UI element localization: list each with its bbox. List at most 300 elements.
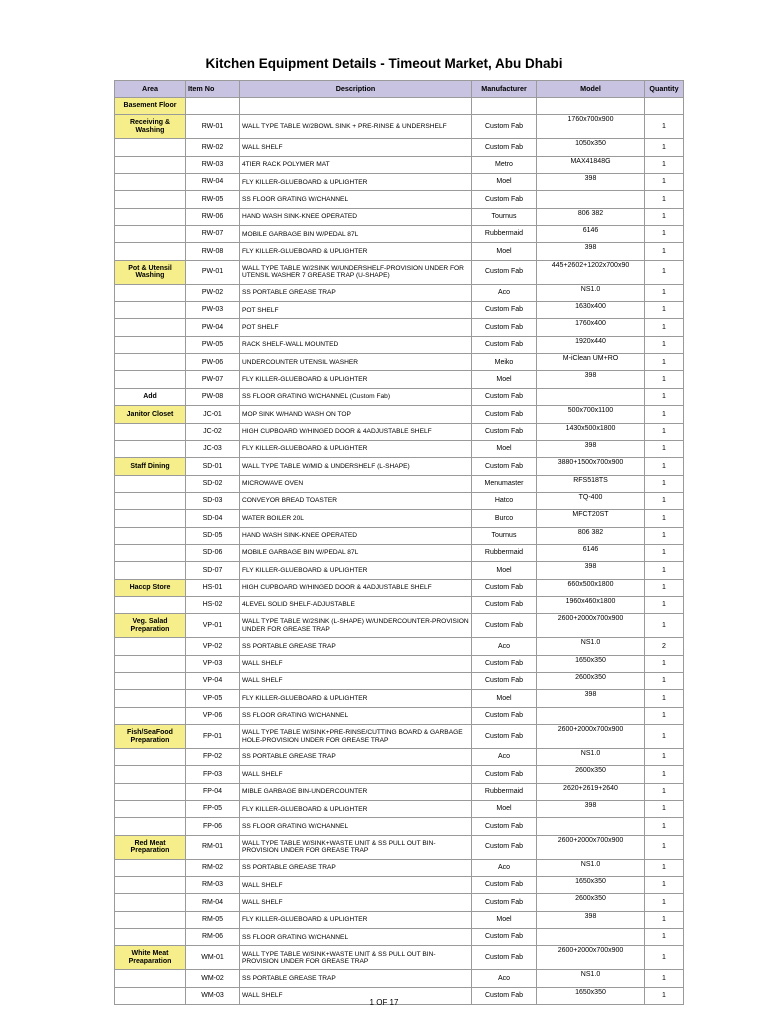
- row-manufacturer: Tournus: [472, 527, 537, 544]
- row-item-no: PW-03: [186, 302, 240, 319]
- table-row: [115, 929, 684, 946]
- row-item-no: FP-02: [186, 749, 240, 766]
- row-description: SS FLOOR GRATING W/CHANNEL: [240, 707, 472, 724]
- row-model: 398: [537, 801, 645, 818]
- row-model: 398: [537, 440, 645, 457]
- row-manufacturer: Aco: [472, 970, 537, 987]
- row-item-no: SD-07: [186, 562, 240, 579]
- row-quantity: 1: [645, 818, 684, 835]
- row-model: 398: [537, 371, 645, 388]
- row-model: 1920x440: [537, 336, 645, 353]
- row-description: WALL TYPE TABLE W/SINK+WASTE UNIT & SS PULL OUT BIN-PROVISION UNDER FOR GREASE TRAP: [240, 946, 472, 970]
- row-description: WALL TYPE TABLE W/2SINK (L-SHAPE) W/UNDERCOUNTER-PROVISION UNDER FOR GREASE TRAP: [240, 614, 472, 638]
- row-area: [115, 354, 186, 371]
- row-item-no: JC-02: [186, 423, 240, 440]
- row-area: [115, 818, 186, 835]
- row-area: [115, 336, 186, 353]
- table-row: [115, 336, 684, 353]
- header-manufacturer: Manufacturer: [472, 81, 537, 98]
- row-model: [537, 191, 645, 208]
- row-model: 806 382: [537, 208, 645, 225]
- row-quantity: 1: [645, 527, 684, 544]
- row-item-no: HS-01: [186, 579, 240, 596]
- row-description: FLY KILLER-GLUEBOARD & UPLIGHTER: [240, 562, 472, 579]
- row-quantity: 1: [645, 319, 684, 336]
- row-item-no: RM-04: [186, 894, 240, 911]
- table-row: [115, 877, 684, 894]
- row-manufacturer: Hatco: [472, 492, 537, 509]
- table-row: [115, 406, 684, 423]
- table-row: [115, 749, 684, 766]
- row-area: [115, 243, 186, 260]
- row-manufacturer: Menumaster: [472, 475, 537, 492]
- row-item-no: RW-06: [186, 208, 240, 225]
- row-model: 2600+2000x700x900: [537, 946, 645, 970]
- row-description: WALL SHELF: [240, 877, 472, 894]
- row-item-no: JC-03: [186, 440, 240, 457]
- table-row: [115, 510, 684, 527]
- row-quantity: 1: [645, 243, 684, 260]
- table-row: [115, 690, 684, 707]
- row-description: SS PORTABLE GREASE TRAP: [240, 284, 472, 301]
- row-description: CONVEYOR BREAD TOASTER: [240, 492, 472, 509]
- row-manufacturer: Custom Fab: [472, 336, 537, 353]
- row-quantity: 1: [645, 929, 684, 946]
- row-area: [115, 284, 186, 301]
- row-model: 806 382: [537, 527, 645, 544]
- row-model: 398: [537, 243, 645, 260]
- row-description: SS FLOOR GRATING W/CHANNEL (Custom Fab): [240, 388, 472, 405]
- row-model: MAX41848G: [537, 156, 645, 173]
- row-description: SS FLOOR GRATING W/CHANNEL: [240, 818, 472, 835]
- row-manufacturer: Custom Fab: [472, 319, 537, 336]
- row-model: 1630x400: [537, 302, 645, 319]
- row-model: 1650x350: [537, 655, 645, 672]
- row-model: 660x500x1800: [537, 579, 645, 596]
- row-quantity: 1: [645, 725, 684, 749]
- row-description: UNDERCOUNTER UTENSIL WASHER: [240, 354, 472, 371]
- row-manufacturer: Custom Fab: [472, 260, 537, 284]
- row-model: 500x700x1100: [537, 406, 645, 423]
- row-quantity: 1: [645, 302, 684, 319]
- row-quantity: 1: [645, 766, 684, 783]
- row-item-no: JC-01: [186, 406, 240, 423]
- row-area: [115, 894, 186, 911]
- row-item-no: WM-01: [186, 946, 240, 970]
- row-manufacturer: Custom Fab: [472, 725, 537, 749]
- row-item-no: PW-01: [186, 260, 240, 284]
- row-manufacturer: Custom Fab: [472, 707, 537, 724]
- row-area: [115, 859, 186, 876]
- row-manufacturer: Aco: [472, 284, 537, 301]
- row-item-no: FP-05: [186, 801, 240, 818]
- row-quantity: 1: [645, 946, 684, 970]
- row-quantity: 1: [645, 475, 684, 492]
- row-area: [115, 766, 186, 783]
- table-row: [115, 672, 684, 689]
- row-quantity: 1: [645, 911, 684, 928]
- table-row: [115, 458, 684, 475]
- row-quantity: 1: [645, 707, 684, 724]
- row-manufacturer: Rubbermaid: [472, 226, 537, 243]
- row-manufacturer: Tournus: [472, 208, 537, 225]
- row-area: Veg. Salad Preparation: [115, 614, 186, 638]
- row-model: 3880+1500x700x900: [537, 458, 645, 475]
- row-area: [115, 156, 186, 173]
- row-quantity: 1: [645, 987, 684, 1004]
- row-model: NS1.0: [537, 638, 645, 655]
- row-model: 1650x350: [537, 987, 645, 1004]
- row-quantity: 1: [645, 749, 684, 766]
- header-model: Model: [537, 81, 645, 98]
- row-description: FLY KILLER-GLUEBOARD & UPLIGHTER: [240, 911, 472, 928]
- row-quantity: 2: [645, 638, 684, 655]
- row-manufacturer: Custom Fab: [472, 835, 537, 859]
- row-model: 1760x700x900: [537, 115, 645, 139]
- table-row: [115, 208, 684, 225]
- row-area: [115, 191, 186, 208]
- row-item-no: PW-02: [186, 284, 240, 301]
- row-quantity: 1: [645, 544, 684, 561]
- row-item-no: RW-03: [186, 156, 240, 173]
- equipment-table: [114, 80, 684, 1005]
- row-model: [537, 98, 645, 115]
- row-description: [240, 98, 472, 115]
- row-manufacturer: Custom Fab: [472, 929, 537, 946]
- row-manufacturer: Aco: [472, 638, 537, 655]
- table-row: [115, 284, 684, 301]
- row-model: [537, 388, 645, 405]
- table-row: [115, 970, 684, 987]
- row-manufacturer: Custom Fab: [472, 458, 537, 475]
- row-item-no: SD-03: [186, 492, 240, 509]
- row-quantity: 1: [645, 440, 684, 457]
- row-model: M-iClean UM+RO: [537, 354, 645, 371]
- row-quantity: 1: [645, 115, 684, 139]
- row-quantity: 1: [645, 894, 684, 911]
- row-description: SS FLOOR GRATING W/CHANNEL: [240, 929, 472, 946]
- row-model: MFCT20ST: [537, 510, 645, 527]
- row-area: [115, 544, 186, 561]
- row-manufacturer: Meiko: [472, 354, 537, 371]
- row-area: [115, 527, 186, 544]
- table-row: [115, 98, 684, 115]
- table-header-row: [115, 81, 684, 98]
- table-row: [115, 655, 684, 672]
- row-item-no: WM-02: [186, 970, 240, 987]
- row-item-no: HS-02: [186, 596, 240, 613]
- row-quantity: 1: [645, 354, 684, 371]
- row-area: [115, 749, 186, 766]
- row-item-no: RM-05: [186, 911, 240, 928]
- table-row: [115, 638, 684, 655]
- row-manufacturer: Custom Fab: [472, 987, 537, 1004]
- row-manufacturer: Aco: [472, 749, 537, 766]
- row-description: HIGH CUPBOARD W/HINGED DOOR & 4ADJUSTABLE SHELF: [240, 579, 472, 596]
- row-description: HIGH CUPBOARD W/HINGED DOOR & 4ADJUSTABLE SHELF: [240, 423, 472, 440]
- table-body: [115, 98, 684, 1005]
- table-row: [115, 302, 684, 319]
- row-item-no: RM-02: [186, 859, 240, 876]
- row-area: [115, 783, 186, 800]
- row-manufacturer: Burco: [472, 510, 537, 527]
- row-manufacturer: Custom Fab: [472, 614, 537, 638]
- row-quantity: 1: [645, 423, 684, 440]
- row-manufacturer: Aco: [472, 859, 537, 876]
- table-row: [115, 354, 684, 371]
- row-area: [115, 492, 186, 509]
- table-row: [115, 319, 684, 336]
- row-quantity: [645, 98, 684, 115]
- row-area: [115, 655, 186, 672]
- row-description: 4TIER RACK POLYMER MAT: [240, 156, 472, 173]
- row-area: [115, 801, 186, 818]
- table-row: [115, 818, 684, 835]
- table-row: [115, 527, 684, 544]
- row-description: MIBLE GARBAGE BIN-UNDERCOUNTER: [240, 783, 472, 800]
- row-area: Staff Dining: [115, 458, 186, 475]
- row-quantity: 1: [645, 208, 684, 225]
- row-area: [115, 174, 186, 191]
- row-manufacturer: Custom Fab: [472, 894, 537, 911]
- row-model: NS1.0: [537, 970, 645, 987]
- row-model: 2600x350: [537, 894, 645, 911]
- row-item-no: SD-01: [186, 458, 240, 475]
- row-area: [115, 423, 186, 440]
- row-quantity: 1: [645, 371, 684, 388]
- table-row: [115, 766, 684, 783]
- row-model: 398: [537, 174, 645, 191]
- table-row: [115, 725, 684, 749]
- table-row: [115, 596, 684, 613]
- row-model: 1050x350: [537, 139, 645, 156]
- row-area: [115, 877, 186, 894]
- row-area: [115, 319, 186, 336]
- table-row: [115, 371, 684, 388]
- row-item-no: RM-06: [186, 929, 240, 946]
- row-item-no: RW-05: [186, 191, 240, 208]
- row-description: SS PORTABLE GREASE TRAP: [240, 970, 472, 987]
- row-area: [115, 139, 186, 156]
- table-row: [115, 894, 684, 911]
- row-description: WALL SHELF: [240, 672, 472, 689]
- row-quantity: 1: [645, 388, 684, 405]
- row-item-no: PW-05: [186, 336, 240, 353]
- row-description: FLY KILLER-GLUEBOARD & UPLIGHTER: [240, 371, 472, 388]
- table-row: [115, 835, 684, 859]
- table-row: [115, 707, 684, 724]
- row-item-no: [186, 98, 240, 115]
- page-title: Kitchen Equipment Details - Timeout Market, Abu Dhabi: [205, 56, 563, 71]
- row-area: [115, 475, 186, 492]
- row-manufacturer: Custom Fab: [472, 406, 537, 423]
- row-manufacturer: Custom Fab: [472, 302, 537, 319]
- row-area: [115, 510, 186, 527]
- row-area: Pot & Utensil Washing: [115, 260, 186, 284]
- row-item-no: VP-01: [186, 614, 240, 638]
- row-item-no: RW-08: [186, 243, 240, 260]
- table-row: [115, 156, 684, 173]
- row-item-no: PW-06: [186, 354, 240, 371]
- row-area: [115, 690, 186, 707]
- row-quantity: 1: [645, 672, 684, 689]
- row-description: FLY KILLER-GLUEBOARD & UPLIGHTER: [240, 801, 472, 818]
- row-model: [537, 929, 645, 946]
- row-item-no: VP-05: [186, 690, 240, 707]
- row-description: WATER BOILER 20L: [240, 510, 472, 527]
- row-area: [115, 970, 186, 987]
- row-item-no: SD-06: [186, 544, 240, 561]
- row-item-no: VP-03: [186, 655, 240, 672]
- row-item-no: SD-05: [186, 527, 240, 544]
- row-model: 2600x350: [537, 766, 645, 783]
- table-row: [115, 440, 684, 457]
- row-quantity: 1: [645, 783, 684, 800]
- row-description: MOP SINK W/HAND WASH ON TOP: [240, 406, 472, 423]
- row-quantity: 1: [645, 579, 684, 596]
- row-quantity: 1: [645, 226, 684, 243]
- row-item-no: PW-08: [186, 388, 240, 405]
- row-description: RACK SHELF-WALL MOUNTED: [240, 336, 472, 353]
- row-area: [115, 672, 186, 689]
- row-quantity: 1: [645, 336, 684, 353]
- header-quantity: Quantity: [645, 81, 684, 98]
- row-area: [115, 596, 186, 613]
- row-quantity: 1: [645, 458, 684, 475]
- row-manufacturer: Moel: [472, 174, 537, 191]
- row-area: Add: [115, 388, 186, 405]
- row-area: Receiving & Washing: [115, 115, 186, 139]
- row-model: [537, 818, 645, 835]
- row-model: NS1.0: [537, 284, 645, 301]
- row-area: Basement Floor: [115, 98, 186, 115]
- table-row: [115, 226, 684, 243]
- row-quantity: 1: [645, 835, 684, 859]
- row-manufacturer: Custom Fab: [472, 946, 537, 970]
- row-model: 398: [537, 690, 645, 707]
- row-description: FLY KILLER-GLUEBOARD & UPLIGHTER: [240, 440, 472, 457]
- row-item-no: RM-01: [186, 835, 240, 859]
- table-row: [115, 562, 684, 579]
- row-description: SS PORTABLE GREASE TRAP: [240, 749, 472, 766]
- row-item-no: WM-03: [186, 987, 240, 1004]
- row-item-no: RW-07: [186, 226, 240, 243]
- row-quantity: 1: [645, 492, 684, 509]
- table-row: [115, 614, 684, 638]
- table-row: [115, 174, 684, 191]
- row-description: FLY KILLER-GLUEBOARD & UPLIGHTER: [240, 243, 472, 260]
- row-description: WALL TYPE TABLE W/2BOWL SINK + PRE-RINSE & UNDERSHELF: [240, 115, 472, 139]
- table-row: [115, 859, 684, 876]
- row-item-no: FP-03: [186, 766, 240, 783]
- table-row: [115, 783, 684, 800]
- table-row: [115, 911, 684, 928]
- row-model: 2620+2619+2640: [537, 783, 645, 800]
- row-manufacturer: Custom Fab: [472, 655, 537, 672]
- row-item-no: RW-02: [186, 139, 240, 156]
- row-model: 1430x500x1800: [537, 423, 645, 440]
- row-manufacturer: Custom Fab: [472, 877, 537, 894]
- row-quantity: 1: [645, 562, 684, 579]
- row-area: [115, 911, 186, 928]
- row-quantity: 1: [645, 859, 684, 876]
- row-description: SS FLOOR GRATING W/CHANNEL: [240, 191, 472, 208]
- row-item-no: RW-04: [186, 174, 240, 191]
- row-description: 4LEVEL SOLID SHELF-ADJUSTABLE: [240, 596, 472, 613]
- row-model: NS1.0: [537, 749, 645, 766]
- row-item-no: FP-01: [186, 725, 240, 749]
- row-description: WALL TYPE TABLE W/2SINK W/UNDERSHELF-PROVISION UNDER FOR UTENSIL WASHER 7 GREASE TRAP (U-SHAPE): [240, 260, 472, 284]
- row-manufacturer: Custom Fab: [472, 672, 537, 689]
- table-row: [115, 139, 684, 156]
- row-quantity: 1: [645, 510, 684, 527]
- row-description: SS PORTABLE GREASE TRAP: [240, 638, 472, 655]
- row-quantity: 1: [645, 655, 684, 672]
- row-area: Janitor Closet: [115, 406, 186, 423]
- row-manufacturer: Custom Fab: [472, 818, 537, 835]
- row-item-no: VP-02: [186, 638, 240, 655]
- row-item-no: VP-06: [186, 707, 240, 724]
- row-quantity: 1: [645, 690, 684, 707]
- row-area: [115, 371, 186, 388]
- page-number: 1 OF 17: [369, 998, 399, 1007]
- row-model: 1760x400: [537, 319, 645, 336]
- row-area: [115, 562, 186, 579]
- row-description: POT SHELF: [240, 319, 472, 336]
- row-manufacturer: Rubbermaid: [472, 783, 537, 800]
- row-manufacturer: Moel: [472, 440, 537, 457]
- row-quantity: 1: [645, 406, 684, 423]
- row-quantity: 1: [645, 284, 684, 301]
- row-manufacturer: [472, 98, 537, 115]
- row-model: 445+2602+1202x700x90: [537, 260, 645, 284]
- row-manufacturer: Custom Fab: [472, 388, 537, 405]
- table-row: [115, 579, 684, 596]
- table-row: [115, 191, 684, 208]
- row-manufacturer: Custom Fab: [472, 139, 537, 156]
- row-quantity: 1: [645, 596, 684, 613]
- header-area: Area: [115, 81, 186, 98]
- row-description: WALL TYPE TABLE W/SINK+PRE-RINSE/CUTTING BOARD & GARBAGE HOLE-PROVISION UNDER FOR GREASE TRAP: [240, 725, 472, 749]
- row-area: White Meat Preaparation: [115, 946, 186, 970]
- row-area: [115, 440, 186, 457]
- row-manufacturer: Moel: [472, 690, 537, 707]
- row-manufacturer: Moel: [472, 911, 537, 928]
- row-description: SS PORTABLE GREASE TRAP: [240, 859, 472, 876]
- row-description: WALL SHELF: [240, 655, 472, 672]
- row-manufacturer: Moel: [472, 562, 537, 579]
- row-item-no: PW-04: [186, 319, 240, 336]
- row-description: WALL SHELF: [240, 139, 472, 156]
- row-model: 6146: [537, 226, 645, 243]
- row-item-no: RW-01: [186, 115, 240, 139]
- row-item-no: PW-07: [186, 371, 240, 388]
- row-item-no: FP-06: [186, 818, 240, 835]
- row-description: WALL SHELF: [240, 987, 472, 1004]
- row-manufacturer: Custom Fab: [472, 115, 537, 139]
- row-model: 398: [537, 911, 645, 928]
- row-manufacturer: Metro: [472, 156, 537, 173]
- header-description: Description: [240, 81, 472, 98]
- row-area: [115, 638, 186, 655]
- table-row: [115, 801, 684, 818]
- row-description: WALL SHELF: [240, 766, 472, 783]
- row-manufacturer: Custom Fab: [472, 766, 537, 783]
- row-quantity: 1: [645, 191, 684, 208]
- row-quantity: 1: [645, 877, 684, 894]
- row-area: [115, 208, 186, 225]
- row-model: RFS518TS: [537, 475, 645, 492]
